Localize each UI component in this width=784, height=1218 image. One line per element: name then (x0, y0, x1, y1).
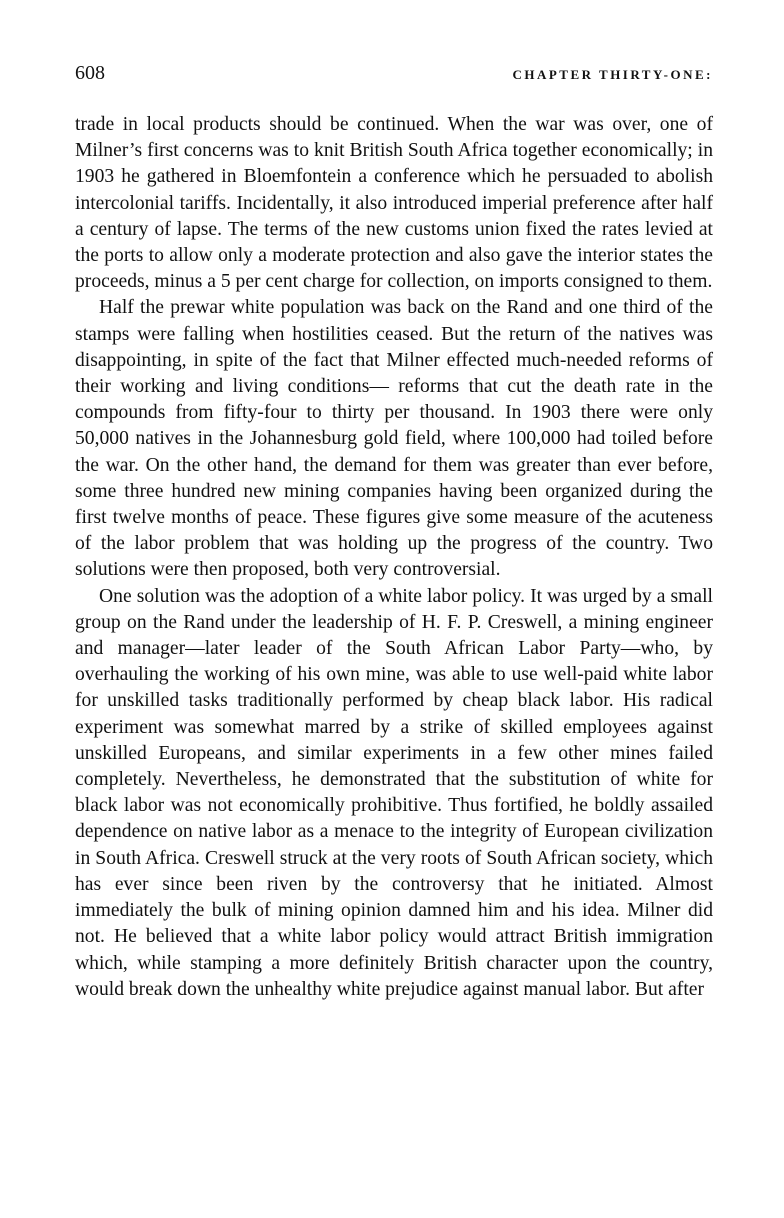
paragraph-1: trade in local products should be continued. When the war was over, one of Milner’s first concerns was to knit British South Africa together economically; in 1903 he gathered in Bloemfontein a conference which he persuaded to abolish intercolonial tariffs. Incidentally, it also introduced imperial preference after half a century of lapse. The terms of the new customs union fixed the rates levied at the ports to allow only a moderate protection and also gave the interior states the proceeds, minus a 5 per cent charge for collection, on imports consigned to them. (75, 114, 713, 293)
body-text (75, 112, 713, 1003)
chapter-heading: CHAPTER THIRTY-ONE: (512, 67, 713, 82)
running-head (75, 62, 713, 92)
book-page (75, 62, 713, 1003)
page-number: 608 (75, 62, 105, 84)
paragraph-2: Half the prewar white population was back on the Rand and one third of the stamps were falling when hostilities ceased. But the return of the natives was disappointing, in spite of the fact that Milner effected much-needed reforms of their working and living conditions— reforms that cut the death rate in the compounds from fifty-four to thirty per thousand. In 1903 there were only 50,000 natives in the Johannesburg gold field, where 100,000 had toiled before the war. On the other hand, the demand for them was greater than ever before, some three hundred new mining companies having been organized during the first twelve months of peace. These figures give some measure of the acuteness of the labor problem that was holding up the progress of the country. Two solutions were then proposed, both very controversial. (75, 297, 713, 581)
paragraph-3: One solution was the adoption of a white labor policy. It was urged by a small group on the Rand under the leadership of H. F. P. Creswell, a mining engineer and manager—later leader of the South African Labor Party—who, by overhauling the working of his own mine, was able to use well-paid white labor for unskilled tasks traditionally performed by cheap black labor. His radical experiment was somewhat marred by a strike of skilled employees against unskilled Europeans, and similar experiments in a few other mines failed completely. Nevertheless, he demonstrated that the substitution of white for black labor was not economically prohibitive. Thus fortified, he boldly assailed dependence on native labor as a menace to the integrity of European civilization in South Africa. Creswell struck at the very roots of South African society, which has ever since been riven by the controversy that he initiated. Almost immediately the bulk of mining opinion damned him and his idea. Milner did not. He believed that a white labor policy would attract British immigration which, while stamping a more definitely British character upon the country, would break down the unhealthy white prejudice against manual labor. But after (75, 585, 713, 1000)
